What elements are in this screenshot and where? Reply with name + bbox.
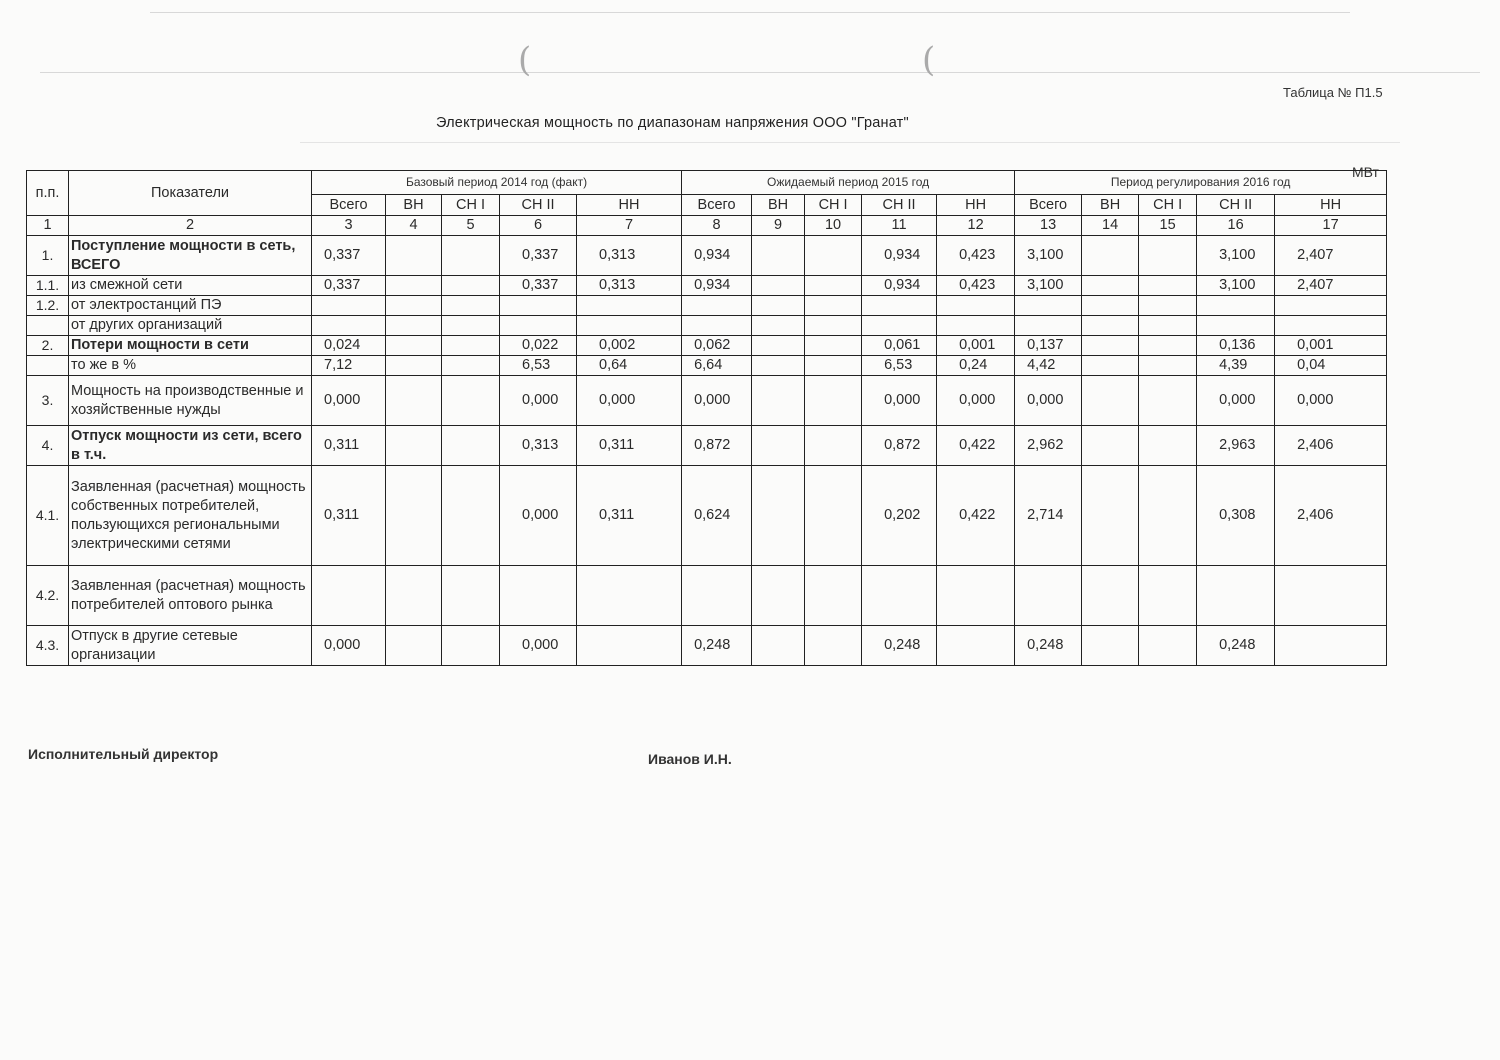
sub-header-cell: СН II [862,195,937,216]
column-number-cell: 4 [386,216,442,236]
value-cell [805,336,862,356]
value-cell [862,296,937,316]
value-cell [1082,376,1139,426]
value-cell: 0,001 [937,336,1015,356]
table-row [27,356,1387,376]
value-cell [752,466,805,566]
sub-header-cell: СН I [1139,195,1197,216]
value-cell [862,566,937,626]
value-cell: 0,04 [1275,356,1387,376]
column-number-cell: 8 [682,216,752,236]
column-number-cell: 12 [937,216,1015,236]
column-number-cell: 7 [577,216,682,236]
header-pp: п.п. [27,171,69,216]
value-cell [805,376,862,426]
value-cell: 0,422 [937,426,1015,466]
value-cell: 0,423 [937,236,1015,276]
value-cell [386,276,442,296]
value-cell: 0,000 [500,466,577,566]
value-cell [577,626,682,666]
value-cell: 0,313 [577,276,682,296]
value-cell: 0,248 [682,626,752,666]
value-cell [386,336,442,356]
value-cell [442,296,500,316]
value-cell [805,426,862,466]
value-cell: 3,100 [1015,236,1082,276]
value-cell: 0,64 [577,356,682,376]
header-indicator: Показатели [69,171,312,216]
value-cell [1015,566,1082,626]
indicator-name-cell: Заявленная (расчетная) мощность собственных потребителей, пользующихся региональными электрическими сетями [69,466,312,566]
indicator-name-cell: Поступление мощности в сеть, ВСЕГО [69,236,312,276]
indicator-name-cell: Отпуск мощности из сети, всего в т.ч. [69,426,312,466]
value-cell [386,356,442,376]
value-cell: 0,248 [862,626,937,666]
value-cell: 2,407 [1275,236,1387,276]
sub-header-cell: Всего [1015,195,1082,216]
column-number-cell: 9 [752,216,805,236]
value-cell [1082,566,1139,626]
row-number-cell: 4.1. [27,466,69,566]
value-cell: 0,24 [937,356,1015,376]
sub-header-cell: Всего [682,195,752,216]
value-cell: 0,061 [862,336,937,356]
value-cell [442,426,500,466]
value-cell [752,626,805,666]
indicator-name-cell: то же в % [69,356,312,376]
value-cell [752,296,805,316]
value-cell: 0,311 [312,426,386,466]
value-cell [682,316,752,336]
value-cell: 2,407 [1275,276,1387,296]
value-cell: 0,000 [312,626,386,666]
value-cell: 0,136 [1197,336,1275,356]
value-cell [805,626,862,666]
value-cell: 6,64 [682,356,752,376]
value-cell [752,426,805,466]
group-header-2015: Ожидаемый период 2015 год [682,171,1015,195]
value-cell [1275,296,1387,316]
value-cell [442,316,500,336]
column-number-cell: 13 [1015,216,1082,236]
document-title: Электрическая мощность по диапазонам напряжения ООО "Гранат" [436,115,909,131]
row-number-cell: 1.1. [27,276,69,296]
value-cell [386,426,442,466]
table-row [27,316,1387,336]
value-cell: 0,202 [862,466,937,566]
value-cell: 0,000 [577,376,682,426]
value-cell [577,296,682,316]
value-cell [1139,566,1197,626]
value-cell [1197,316,1275,336]
value-cell: 6,53 [500,356,577,376]
indicator-name-cell: от других организаций [69,316,312,336]
sub-header-cell: ВН [386,195,442,216]
sub-header-cell: ВН [1082,195,1139,216]
value-cell [1082,296,1139,316]
sub-header-cell: ВН [752,195,805,216]
value-cell: 0,934 [862,236,937,276]
value-cell: 7,12 [312,356,386,376]
value-cell: 0,337 [312,236,386,276]
value-cell [386,566,442,626]
value-cell [1139,236,1197,276]
value-cell [1015,296,1082,316]
value-cell [500,566,577,626]
value-cell [1139,296,1197,316]
value-cell [386,296,442,316]
column-number-cell: 10 [805,216,862,236]
value-cell [937,296,1015,316]
value-cell [1139,376,1197,426]
value-cell [1082,356,1139,376]
value-cell [442,236,500,276]
indicator-name-cell: Мощность на производственные и хозяйственные нужды [69,376,312,426]
value-cell [937,566,1015,626]
value-cell [682,296,752,316]
value-cell: 2,406 [1275,466,1387,566]
table-row [27,566,1387,626]
value-cell: 0,022 [500,336,577,356]
value-cell [937,626,1015,666]
value-cell [805,316,862,336]
column-number-cell: 5 [442,216,500,236]
table-row [27,376,1387,426]
value-cell [386,626,442,666]
scan-artifact-paren: ( [518,40,532,80]
value-cell [577,566,682,626]
signer-title: Исполнительный директор [28,746,219,762]
value-cell [1139,316,1197,336]
value-cell [752,276,805,296]
value-cell [386,376,442,426]
value-cell: 0,313 [500,426,577,466]
value-cell [1139,426,1197,466]
value-cell [752,316,805,336]
sub-header-cell: СН I [442,195,500,216]
row-number-cell: 4. [27,426,69,466]
row-number-cell: 3. [27,376,69,426]
value-cell: 3,100 [1015,276,1082,296]
indicator-name-cell: Заявленная (расчетная) мощность потребителей оптового рынка [69,566,312,626]
row-number-cell: 2. [27,336,69,356]
sub-header-cell: НН [577,195,682,216]
value-cell: 0,062 [682,336,752,356]
value-cell: 0,000 [500,626,577,666]
sub-header-cell: СН II [500,195,577,216]
value-cell: 0,872 [862,426,937,466]
value-cell [1139,466,1197,566]
row-number-cell [27,356,69,376]
value-cell: 0,313 [577,236,682,276]
value-cell [1275,626,1387,666]
value-cell [1275,566,1387,626]
column-number-row [27,216,1387,236]
value-cell [442,376,500,426]
value-cell: 0,337 [500,276,577,296]
value-cell [442,356,500,376]
value-cell [1139,356,1197,376]
value-cell [752,376,805,426]
value-cell: 0,934 [862,276,937,296]
value-cell [752,336,805,356]
value-cell: 0,337 [500,236,577,276]
value-cell [805,566,862,626]
value-cell [805,296,862,316]
value-cell: 3,100 [1197,236,1275,276]
value-cell [1082,426,1139,466]
value-cell: 0,000 [862,376,937,426]
value-cell [805,466,862,566]
indicator-name-cell: Потери мощности в сети [69,336,312,356]
value-cell: 0,000 [500,376,577,426]
value-cell: 6,53 [862,356,937,376]
value-cell [1082,626,1139,666]
value-cell: 0,311 [312,466,386,566]
value-cell [1139,626,1197,666]
column-number-cell: 1 [27,216,69,236]
table-row [27,236,1387,276]
value-cell: 0,137 [1015,336,1082,356]
group-header-2014: Базовый период 2014 год (факт) [312,171,682,195]
column-number-cell: 14 [1082,216,1139,236]
value-cell [386,316,442,336]
value-cell: 0,000 [1015,376,1082,426]
sub-header-cell: НН [1275,195,1387,216]
value-cell [442,276,500,296]
value-cell: 2,714 [1015,466,1082,566]
value-cell [442,466,500,566]
indicator-name-cell: из смежной сети [69,276,312,296]
value-cell: 0,248 [1015,626,1082,666]
scan-artifact-paren: ( [922,40,936,80]
value-cell: 0,000 [682,376,752,426]
value-cell [577,316,682,336]
value-cell [386,466,442,566]
value-cell [442,336,500,356]
value-cell: 0,311 [577,426,682,466]
value-cell [442,566,500,626]
value-cell [752,236,805,276]
value-cell: 0,000 [1197,376,1275,426]
sub-header-cell: Всего [312,195,386,216]
table-row [27,426,1387,466]
value-cell: 0,934 [682,236,752,276]
column-number-cell: 2 [69,216,312,236]
value-cell: 4,42 [1015,356,1082,376]
value-cell [1197,296,1275,316]
table-row [27,276,1387,296]
row-number-cell: 1. [27,236,69,276]
value-cell [1015,316,1082,336]
value-cell [805,356,862,376]
value-cell [1139,276,1197,296]
value-cell [805,236,862,276]
value-cell [1082,466,1139,566]
scan-artifact-line [300,142,1400,143]
column-number-cell: 16 [1197,216,1275,236]
value-cell: 0,024 [312,336,386,356]
value-cell: 0,872 [682,426,752,466]
row-number-cell: 1.2. [27,296,69,316]
scan-artifact-line [40,72,1480,73]
value-cell: 3,100 [1197,276,1275,296]
column-number-cell: 3 [312,216,386,236]
value-cell: 0,308 [1197,466,1275,566]
sub-header-cell: СН I [805,195,862,216]
table-row [27,466,1387,566]
unit-label: МВт [1352,164,1379,180]
value-cell [1197,566,1275,626]
value-cell: 0,423 [937,276,1015,296]
indicator-name-cell: от электростанций ПЭ [69,296,312,316]
row-number-cell [27,316,69,336]
value-cell: 0,248 [1197,626,1275,666]
value-cell [862,316,937,336]
value-cell: 0,000 [1275,376,1387,426]
value-cell: 0,002 [577,336,682,356]
value-cell: 0,624 [682,466,752,566]
value-cell: 0,000 [937,376,1015,426]
value-cell [386,236,442,276]
signer-name: Иванов И.Н. [648,751,732,767]
value-cell [752,566,805,626]
sub-header-cell: НН [937,195,1015,216]
table-row [27,296,1387,316]
value-cell [1082,316,1139,336]
sub-header-cell: СН II [1197,195,1275,216]
value-cell: 2,963 [1197,426,1275,466]
indicator-name-cell: Отпуск в другие сетевые организации [69,626,312,666]
row-number-cell: 4.3. [27,626,69,666]
value-cell [1082,276,1139,296]
value-cell: 0,311 [577,466,682,566]
power-table [26,170,1387,666]
value-cell [442,626,500,666]
value-cell: 0,000 [312,376,386,426]
value-cell [500,316,577,336]
column-number-cell: 11 [862,216,937,236]
value-cell [1082,336,1139,356]
table-number: Таблица № П1.5 [1283,85,1383,100]
value-cell: 4,39 [1197,356,1275,376]
value-cell [937,316,1015,336]
value-cell: 0,422 [937,466,1015,566]
value-cell: 0,001 [1275,336,1387,356]
value-cell [500,296,577,316]
group-header-row [27,171,1387,195]
value-cell [312,566,386,626]
value-cell [805,276,862,296]
value-cell: 0,934 [682,276,752,296]
row-number-cell: 4.2. [27,566,69,626]
value-cell [312,316,386,336]
table-row [27,336,1387,356]
value-cell: 2,406 [1275,426,1387,466]
table-row [27,626,1387,666]
value-cell [1275,316,1387,336]
column-number-cell: 17 [1275,216,1387,236]
column-number-cell: 6 [500,216,577,236]
value-cell [682,566,752,626]
group-header-2016: Период регулирования 2016 год [1015,171,1387,195]
value-cell [312,296,386,316]
column-number-cell: 15 [1139,216,1197,236]
scan-artifact-line [150,12,1350,13]
value-cell: 2,962 [1015,426,1082,466]
value-cell [1082,236,1139,276]
value-cell [1139,336,1197,356]
value-cell: 0,337 [312,276,386,296]
value-cell [752,356,805,376]
